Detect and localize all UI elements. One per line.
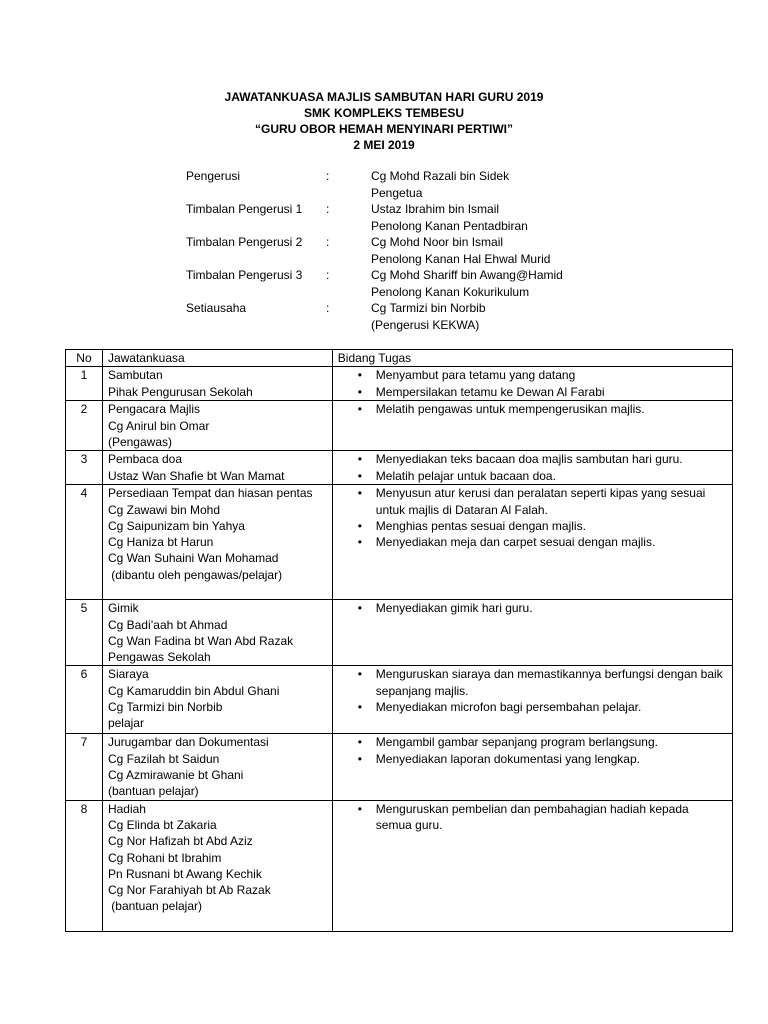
tasks-cell — [332, 485, 732, 600]
officer-name: Ustaz Ibrahim bin Ismail — [371, 202, 500, 216]
committee-title: Siaraya — [107, 667, 149, 682]
row-number: 6 — [66, 666, 103, 734]
officer-role: Timbalan Pengerusi 3 — [186, 268, 303, 282]
row-number: 2 — [66, 401, 103, 451]
committee-member: (bantuan pelajar) — [107, 899, 203, 914]
officer-title: (Pengerusi KEKWA) — [371, 317, 480, 332]
committee-member: Cg Elinda bt Zakaria — [107, 817, 217, 832]
committee-member: Ustaz Wan Shafie bt Wan Mamat — [107, 468, 285, 483]
header-date: 2 MEI 2019 — [353, 138, 415, 152]
officer-name: Cg Mohd Shariff bin Awang@Hamid — [371, 268, 563, 282]
table-row — [66, 367, 733, 401]
officer-name: Cg Tarmizi bin Norbib — [371, 301, 486, 315]
officer-colon: : — [326, 202, 330, 216]
tasks-cell — [332, 600, 732, 666]
committee-cell — [102, 367, 332, 401]
committee-member: (dibantu oleh pengawas/pelajar) — [107, 567, 283, 582]
committee-table — [65, 349, 733, 932]
task-item: • Menyambut para tetamu yang datang — [362, 367, 727, 383]
committee-member: Cg Nor Farahiyah bt Ab Razak — [107, 883, 271, 898]
committee-member: Pihak Pengurusan Sekolah — [107, 384, 253, 399]
committee-member: Cg Nor Hafizah bt Abd Aziz — [107, 834, 253, 849]
row-number: 8 — [66, 800, 103, 931]
committee-cell — [102, 451, 332, 485]
committee-cell — [102, 800, 332, 931]
tasks-cell — [332, 451, 732, 485]
committee-member: (bantuan pelajar) — [107, 784, 199, 799]
committee-title: Gimik — [107, 601, 139, 616]
row-number: 4 — [66, 485, 103, 600]
committee-cell — [102, 666, 332, 734]
header-bidang-tugas: Bidang Tugas — [332, 350, 732, 367]
committee-title: Hadiah — [107, 801, 146, 816]
table-row — [66, 800, 733, 931]
task-item: • Menguruskan pembelian dan pembahagian hadiah kepada semua guru. — [362, 801, 727, 834]
officer-role: Pengerusi — [186, 169, 241, 183]
table-row — [66, 734, 733, 800]
task-item: • Menguruskan siaraya dan memastikannya berfungsi dengan baik sepanjang majlis. — [362, 666, 727, 699]
row-number: 3 — [66, 451, 103, 485]
row-number: 7 — [66, 734, 103, 800]
committee-member: (Pengawas) — [107, 434, 172, 449]
officer-title: Penolong Kanan Kokurikulum — [371, 284, 530, 299]
committee-member: Cg Rohani bt Ibrahim — [107, 850, 222, 865]
table-header-row — [66, 350, 733, 367]
committee-cell — [102, 485, 332, 600]
task-item: • Menyediakan laporan dokumentasi yang lengkap. — [362, 751, 727, 767]
officer-title: Penolong Kanan Pentadbiran — [371, 218, 528, 233]
committee-member: Cg Azmirawanie bt Ghani — [107, 768, 244, 783]
officer-secretary — [186, 300, 606, 333]
task-item: • Menyusun atur kerusi dan peralatan seperti kipas yang sesuai untuk majlis di Dataran Al Falah. — [362, 485, 727, 518]
officer-colon: : — [326, 169, 330, 183]
header-school: SMK KOMPLEKS TEMBESU — [303, 106, 464, 120]
committee-member: Pn Rusnani bt Awang Kechik — [107, 866, 262, 881]
committee-cell — [102, 734, 332, 800]
officer-colon: : — [326, 235, 330, 249]
task-item: • Mempersilakan tetamu ke Dewan Al Farabi — [362, 384, 727, 400]
committee-title: Persediaan Tempat dan hiasan pentas — [107, 486, 313, 501]
committee-member: Cg Wan Fadina bt Wan Abd Razak — [107, 633, 294, 648]
task-item: • Menyediakan gimik hari guru. — [362, 600, 727, 616]
officer-role: Timbalan Pengerusi 1 — [186, 202, 303, 216]
task-item: • Menyediakan microfon bagi persembahan pelajar. — [362, 699, 727, 715]
committee-member: Cg Haniza bt Harun — [107, 535, 214, 550]
officers-list — [186, 168, 606, 333]
header-theme: “GURU OBOR HEMAH MENYINARI PERTIWI” — [255, 122, 513, 136]
tasks-cell — [332, 666, 732, 734]
tasks-cell — [332, 800, 732, 931]
task-item: • Melatih pelajar untuk bacaan doa. — [362, 468, 727, 484]
table-row — [66, 666, 733, 734]
officer-colon: : — [326, 268, 330, 282]
committee-member: Cg Anirul bin Omar — [107, 418, 210, 433]
officer-colon: : — [326, 301, 330, 315]
officer-role: Timbalan Pengerusi 2 — [186, 235, 303, 249]
task-item: • Melatih pengawas untuk mempengerusikan majlis. — [362, 401, 727, 417]
task-item: • Menghias pentas sesuai dengan majlis. — [362, 518, 727, 534]
officer-name: Cg Mohd Noor bin Ismail — [371, 235, 504, 249]
committee-cell — [102, 401, 332, 451]
officer-title: Pengetua — [371, 185, 423, 200]
task-item: • Mengambil gambar sepanjang program berlangsung. — [362, 734, 727, 750]
committee-member: Cg Saipunizam bin Yahya — [107, 518, 245, 533]
committee-title: Pengacara Majlis — [107, 402, 200, 417]
table-row — [66, 401, 733, 451]
committee-member: Pengawas Sekolah — [107, 650, 211, 665]
tasks-cell — [332, 367, 732, 401]
officer-title: Penolong Kanan Hal Ehwal Murid — [371, 251, 551, 266]
header-no: No — [66, 350, 103, 367]
committee-member: Cg Wan Suhaini Wan Mohamad — [107, 551, 279, 566]
tasks-cell — [332, 734, 732, 800]
committee-title: Jurugambar dan Dokumentasi — [107, 735, 269, 750]
committee-member: Cg Kamaruddin bin Abdul Ghani — [107, 683, 280, 698]
header-jawatankuasa: Jawatankuasa — [102, 350, 332, 367]
officer-deputy-1 — [186, 201, 606, 234]
committee-title: Pembaca doa — [107, 452, 183, 467]
header-title: JAWATANKUASA MAJLIS SAMBUTAN HARI GURU 2019 — [224, 90, 544, 104]
officer-deputy-3 — [186, 267, 606, 300]
officer-deputy-2 — [186, 234, 606, 267]
table-row — [66, 451, 733, 485]
task-item: • Menyediakan teks bacaan doa majlis sambutan hari guru. — [362, 451, 727, 467]
document-header — [0, 89, 768, 153]
committee-member: Cg Zawawi bin Mohd — [107, 502, 221, 517]
committee-cell — [102, 600, 332, 666]
committee-member: Cg Badi’aah bt Ahmad — [107, 617, 228, 632]
committee-member: Cg Fazilah bt Saidun — [107, 751, 220, 766]
table-row — [66, 485, 733, 600]
officer-role: Setiausaha — [186, 301, 247, 315]
committee-member: Cg Tarmizi bin Norbib — [107, 700, 223, 715]
officer-chairman — [186, 168, 606, 201]
committee-member: pelajar — [107, 716, 144, 731]
tasks-cell — [332, 401, 732, 451]
committee-title: Sambutan — [107, 368, 163, 383]
task-item: • Menyediakan meja dan carpet sesuai dengan majlis. — [362, 534, 727, 550]
officer-name: Cg Mohd Razali bin Sidek — [371, 169, 510, 183]
row-number: 1 — [66, 367, 103, 401]
table-row — [66, 600, 733, 666]
row-number: 5 — [66, 600, 103, 666]
